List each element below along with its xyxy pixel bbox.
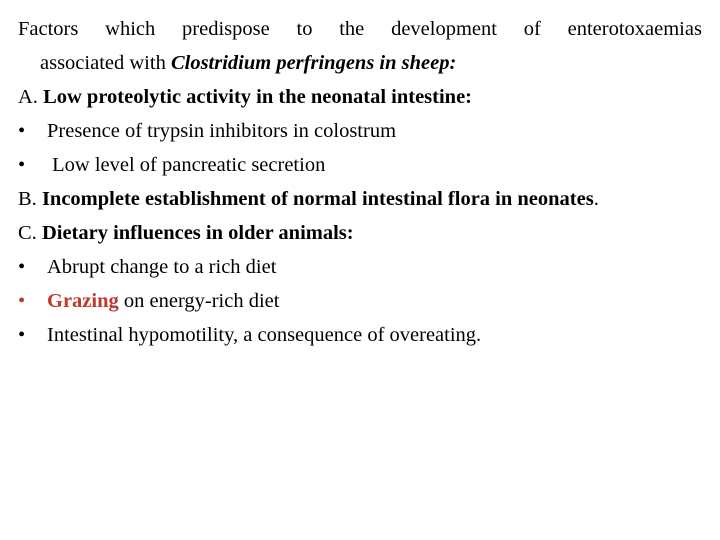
intro-word: to bbox=[296, 18, 313, 40]
grazing-highlight: Grazing bbox=[47, 290, 119, 312]
section-a-letter: A. bbox=[18, 86, 44, 108]
intro-word: of bbox=[523, 18, 541, 40]
intro-line-2 bbox=[18, 46, 702, 80]
bullet-symbol: • bbox=[18, 290, 26, 312]
intro-word: the bbox=[339, 18, 365, 40]
section-c-bullet-3 bbox=[18, 318, 702, 352]
section-a-bullet-2 bbox=[18, 148, 702, 182]
intro-line-1 bbox=[18, 12, 702, 46]
intro-line-2-plain: associated with bbox=[40, 52, 171, 74]
section-a-heading bbox=[18, 80, 702, 114]
intro-word: predispose bbox=[182, 18, 270, 40]
intro-word: development bbox=[391, 18, 497, 40]
bullet-text: Low level of pancreatic secretion bbox=[47, 154, 326, 176]
intro-line-2-emphasis: Clostridium perfringens in sheep: bbox=[170, 52, 457, 74]
section-b-letter: B. bbox=[18, 188, 42, 210]
bullet-symbol: • bbox=[18, 324, 26, 346]
bullet-symbol: • bbox=[18, 256, 26, 278]
bullet-text: Presence of trypsin inhibitors in colostrum bbox=[47, 120, 397, 142]
section-c-letter: C. bbox=[18, 222, 42, 244]
section-a-title: Low proteolytic activity in the neonatal intestine: bbox=[43, 86, 473, 108]
bullet-text: Abrupt change to a rich diet bbox=[47, 256, 277, 278]
section-b-title: Incomplete establishment of normal intestinal flora in neonates bbox=[41, 188, 594, 210]
bullet-text: Intestinal hypomotility, a consequence of overeating. bbox=[47, 324, 482, 346]
bullet-symbol: • bbox=[18, 154, 26, 176]
section-c-bullet-1 bbox=[18, 250, 702, 284]
slide-content bbox=[18, 12, 702, 352]
bullet-text bbox=[47, 284, 279, 318]
section-c-bullet-2 bbox=[18, 284, 702, 318]
section-c-heading bbox=[18, 216, 702, 250]
bullet-text-rest: on energy-rich diet bbox=[118, 290, 280, 312]
section-b-period: . bbox=[593, 188, 599, 210]
section-c-title: Dietary influences in older animals: bbox=[41, 222, 354, 244]
intro-word: Factors bbox=[18, 18, 79, 40]
section-a-bullet-1 bbox=[18, 114, 702, 148]
intro-word: which bbox=[105, 18, 156, 40]
bullet-symbol: • bbox=[18, 120, 26, 142]
intro-word: enterotoxaemias bbox=[567, 18, 702, 40]
section-b-heading bbox=[18, 182, 702, 216]
